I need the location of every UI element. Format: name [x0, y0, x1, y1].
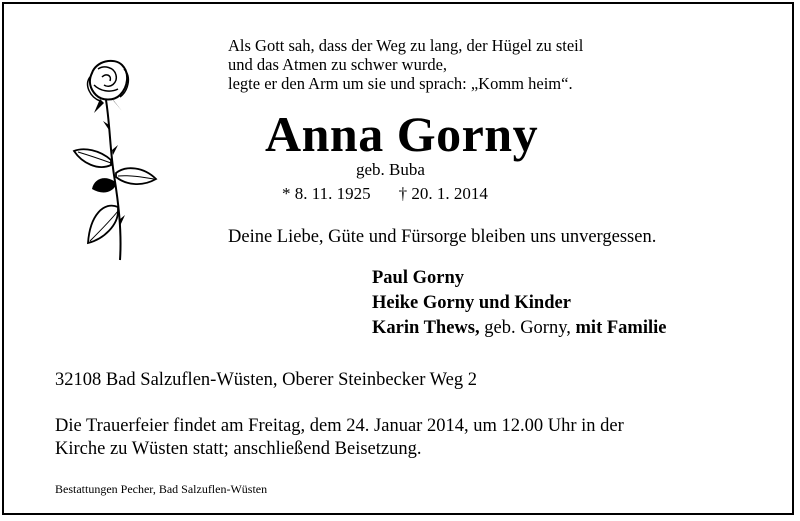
mourner-family: mit Familie: [570, 318, 667, 338]
birth-date: * 8. 11. 1925: [282, 184, 371, 203]
ceremony-line: Kirche zu Wüsten statt; anschließend Beisetzung.: [55, 439, 422, 459]
poem-line: legte er den Arm um sie und sprach: „Komm heim“.: [228, 74, 573, 93]
undertaker: Bestattungen Pecher, Bad Salzuflen-Wüsten: [55, 482, 268, 496]
ceremony-line: Die Trauerfeier findet am Freitag, dem 24. Januar 2014, um 12.00 Uhr in der: [55, 416, 624, 436]
mourner: Paul Gorny: [372, 268, 464, 288]
ceremony-info: [55, 415, 624, 461]
mourner: [372, 316, 666, 341]
poem: [228, 36, 583, 93]
mourners-list: [372, 266, 666, 341]
birth-name: geb. Buba: [356, 160, 425, 179]
deceased-name: Anna Gorny: [265, 106, 539, 162]
mourner-birth-name: geb. Gorny,: [479, 318, 571, 338]
mourner-name: Karin Thews,: [372, 318, 480, 338]
tribute-text: Deine Liebe, Güte und Fürsorge bleiben uns unvergessen.: [228, 227, 657, 247]
rose-icon: [70, 55, 170, 265]
address: 32108 Bad Salzuflen-Wüsten, Oberer Steinbecker Weg 2: [55, 370, 477, 390]
death-date: † 20. 1. 2014: [398, 184, 488, 203]
poem-line: und das Atmen zu schwer wurde,: [228, 55, 448, 74]
life-dates: [282, 184, 488, 204]
mourner: Heike Gorny und Kinder: [372, 293, 571, 313]
poem-line: Als Gott sah, dass der Weg zu lang, der Hügel zu steil: [228, 36, 584, 55]
